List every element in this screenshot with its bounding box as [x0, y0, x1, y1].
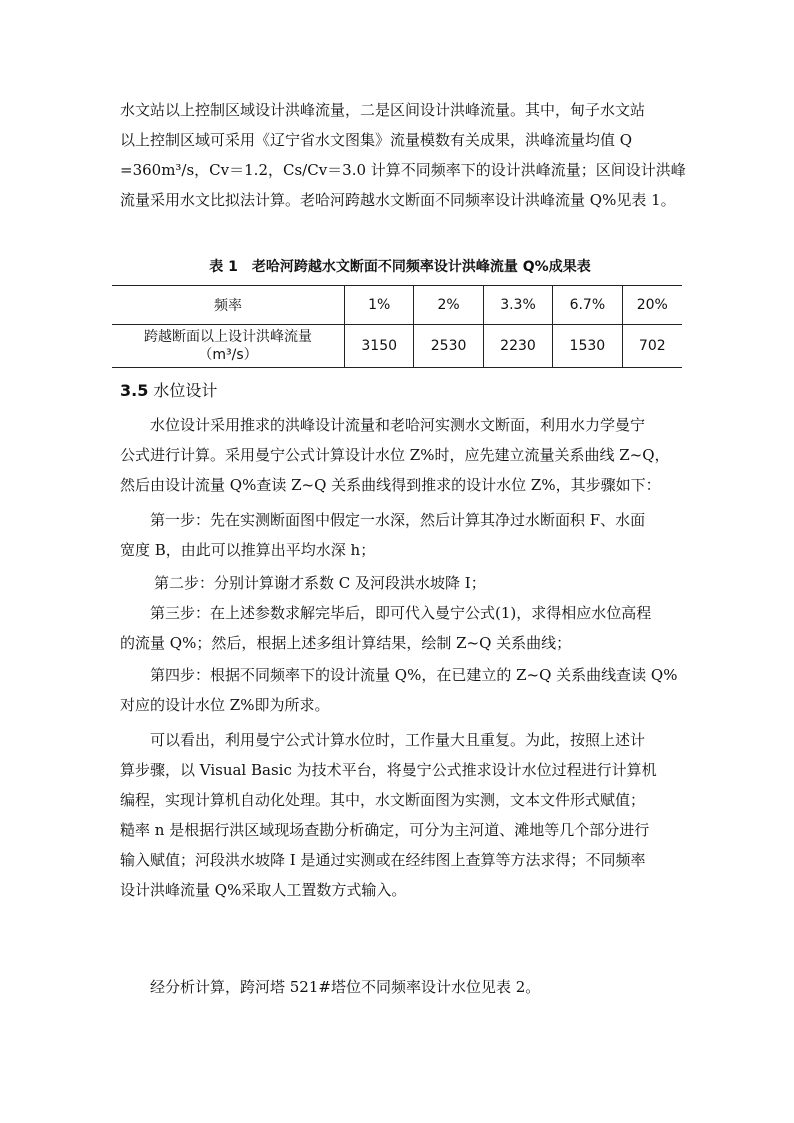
text-line: 水位设计采用推求的洪峰设计流量和老哈河实测水文断面，利用水力学曼宁	[150, 416, 646, 434]
table-caption: 表 1 老哈河跨越水文断面不同频率设计洪峰流量 Q%成果表	[209, 259, 591, 275]
text-line: 可以看出，利用曼宁公式计算水位时，工作量大且重复。为此，按照上述计	[150, 731, 646, 749]
step-four-paragraph	[120, 660, 680, 720]
step-two-paragraph	[120, 568, 680, 598]
body-paragraph-1	[120, 410, 680, 500]
text-line: 水文站以上控制区域设计洪峰流量，二是区间设计洪峰流量。其中，甸子水文站	[120, 101, 646, 119]
text-line: 对应的设计水位 Z%即为所求。	[120, 696, 330, 714]
text-line: 第四步：根据不同频率下的设计流量 Q%，在已建立的 Z~Q 关系曲线查读 Q%	[150, 666, 678, 684]
text-line: 经分析计算，跨河塔 521#塔位不同频率设计水位见表 2。	[150, 978, 541, 996]
text-line: 流量采用水文比拟法计算。老哈河跨越水文断面不同频率设计洪峰流量 Q%见表 1。	[120, 191, 676, 209]
text-line: 算步骤，以 Visual Basic 为技术平台，将曼宁公式推求设计水位过程进行计算机	[120, 761, 657, 779]
frequency-cell: 2%	[414, 286, 483, 325]
flow-value-cell: 702	[622, 325, 682, 368]
flow-value-cell: 2530	[414, 325, 483, 368]
text-line: 第二步：分别计算谢才系数 C 及河段洪水坡降 I；	[154, 574, 486, 592]
text-line: 然后由设计流量 Q%查读 Z~Q 关系曲线得到推求的设计水位 Z%，其步骤如下：	[120, 476, 661, 494]
table-data-row	[112, 325, 682, 368]
section-number: 3.5	[120, 381, 149, 400]
flow-value-cell: 2230	[483, 325, 552, 368]
text-line: 以上控制区域可采用《辽宁省水文图集》流量模数有关成果，洪峰流量均值 Q	[120, 131, 633, 149]
text-line: 宽度 B，由此可以推算出平均水深 h；	[120, 541, 376, 559]
text-line: 第一步：先在实测断面图中假定一水深，然后计算其净过水断面积 F、水面	[150, 511, 646, 529]
text-line: 糙率 n 是根据行洪区域现场查勘分析确定，可分为主河道、滩地等几个部分进行	[120, 821, 650, 839]
section-heading	[120, 378, 217, 401]
step-one-paragraph	[120, 505, 680, 565]
header-label-cell: 频率	[112, 286, 345, 325]
text-line: 设计洪峰流量 Q%采取人工置数方式输入。	[120, 881, 407, 899]
step-three-paragraph	[120, 598, 680, 658]
row-label-line: 跨越断面以上设计洪峰流量	[144, 329, 312, 345]
intro-paragraph	[120, 95, 686, 215]
row-label-cell	[112, 325, 345, 368]
body-paragraph-3	[120, 972, 680, 1002]
text-line: 的流量 Q%；然后，根据上述多组计算结果，绘制 Z~Q 关系曲线；	[120, 634, 572, 652]
row-label-unit: （m³/s）	[198, 347, 258, 363]
frequency-cell: 3.3%	[483, 286, 552, 325]
flow-value-cell: 1530	[553, 325, 622, 368]
flow-results-table	[112, 285, 682, 368]
text-line: 第三步：在上述参数求解完毕后，即可代入曼宁公式(1)，求得相应水位高程	[150, 604, 652, 622]
text-line: =360m³/s，Cv＝1.2，Cs/Cv＝3.0 计算不同频率下的设计洪峰流量；区间设计洪峰	[120, 161, 686, 179]
section-title: 水位设计	[148, 381, 218, 400]
text-line: 输入赋值；河段洪水坡降 I 是通过实测或在经纬图上查算等方法求得；不同频率	[120, 851, 646, 869]
text-line: 编程，实现计算机自动化处理。其中，水文断面图为实测，文本文件形式赋值；	[120, 791, 646, 809]
body-paragraph-2	[120, 725, 680, 905]
frequency-cell: 1%	[345, 286, 414, 325]
text-line: 公式进行计算。采用曼宁公式计算设计水位 Z%时，应先建立流量关系曲线 Z~Q，	[120, 446, 670, 464]
frequency-cell: 6.7%	[553, 286, 622, 325]
frequency-cell: 20%	[622, 286, 682, 325]
flow-value-cell: 3150	[345, 325, 414, 368]
table-header-row	[112, 286, 682, 325]
